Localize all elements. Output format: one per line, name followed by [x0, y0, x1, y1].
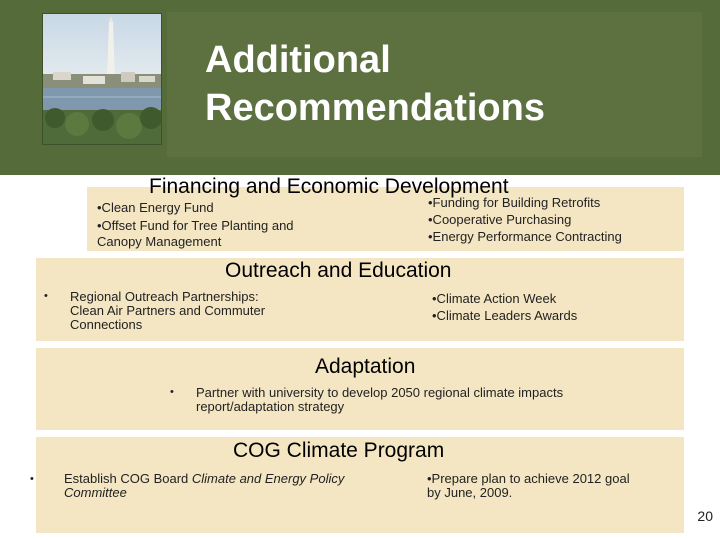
- list-item: [64, 472, 344, 486]
- list-item: Regional Outreach Partnerships:: [70, 289, 259, 304]
- list-item: Connections: [70, 317, 143, 332]
- list-item: •Energy Performance Contracting: [428, 229, 622, 244]
- list-item: •Climate Leaders Awards: [432, 308, 578, 323]
- header-band: [0, 0, 720, 175]
- list-item: •Funding for Building Retrofits: [428, 195, 601, 210]
- bullet-marker: •: [44, 290, 48, 302]
- list-item: Clean Air Partners and Commuter: [70, 303, 266, 318]
- title-line-1: Additional: [205, 39, 391, 81]
- list-item: Partner with university to develop 2050 regional climate impacts: [196, 385, 564, 400]
- cog-left-text: [64, 472, 344, 500]
- item-text: Establish COG Board: [64, 471, 192, 486]
- list-item: [64, 486, 344, 500]
- cog-heading: COG Climate Program: [233, 439, 445, 462]
- bullet-marker: •: [170, 386, 174, 398]
- list-item: by June, 2009.: [427, 485, 513, 500]
- list-item: Canopy Management: [97, 234, 222, 249]
- slide-title: [205, 36, 685, 132]
- financing-right-list: [428, 194, 622, 245]
- item-emphasis: Committee: [64, 485, 127, 500]
- title-line-2: Recommendations: [205, 87, 545, 129]
- list-item: •Offset Fund for Tree Planting and: [97, 218, 294, 233]
- bullet-marker: •: [30, 473, 34, 485]
- outreach-left-list: [70, 290, 265, 332]
- page-number: 20: [697, 508, 713, 524]
- cog-right-list: [427, 472, 630, 500]
- list-item: report/adaptation strategy: [196, 399, 345, 414]
- outreach-heading: Outreach and Education: [225, 259, 452, 282]
- washington-monument-photo: [42, 13, 162, 145]
- financing-left-list: [97, 200, 294, 250]
- list-item: •Clean Energy Fund: [97, 200, 214, 215]
- adaptation-list: [196, 386, 563, 414]
- item-emphasis: Climate and Energy Policy: [191, 471, 345, 486]
- list-item: •Prepare plan to achieve 2012 goal: [427, 471, 630, 486]
- outreach-right-list: [432, 290, 577, 324]
- financing-heading: Financing and Economic Development: [149, 175, 509, 198]
- list-item: •Cooperative Purchasing: [428, 212, 572, 227]
- adaptation-heading: Adaptation: [315, 355, 416, 378]
- list-item: •Climate Action Week: [432, 291, 557, 306]
